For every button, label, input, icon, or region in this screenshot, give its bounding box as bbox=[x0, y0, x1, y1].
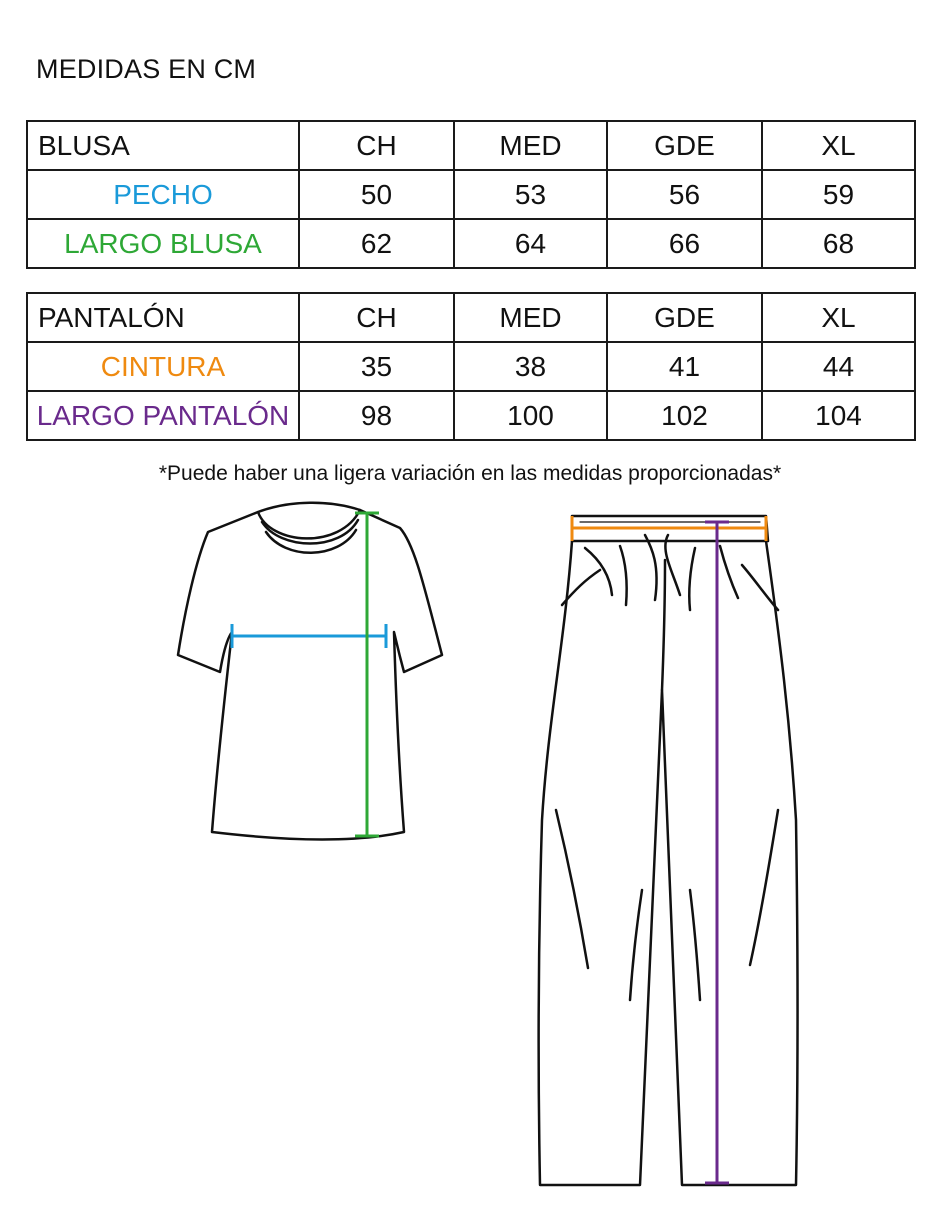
measurement-disclaimer: *Puede haber una ligera variación en las medidas proporcionadas* bbox=[158, 462, 782, 485]
table-title: PANTALÓN bbox=[27, 293, 299, 342]
size-header: MED bbox=[454, 293, 607, 342]
page-title: MEDIDAS EN CM bbox=[36, 54, 257, 84]
table-cell: 50 bbox=[299, 170, 454, 219]
size-header: CH bbox=[299, 121, 454, 170]
table-cell: 53 bbox=[454, 170, 607, 219]
measure-label-cintura: CINTURA bbox=[27, 342, 299, 391]
table-cell: 62 bbox=[299, 219, 454, 268]
t-shirt-icon bbox=[178, 503, 442, 840]
table-cell: 38 bbox=[454, 342, 607, 391]
measure-label-largo-blusa: LARGO BLUSA bbox=[27, 219, 299, 268]
table-cell: 44 bbox=[762, 342, 915, 391]
table-cell: 68 bbox=[762, 219, 915, 268]
table-cell: 35 bbox=[299, 342, 454, 391]
table-title: BLUSA bbox=[27, 121, 299, 170]
table-cell: 64 bbox=[454, 219, 607, 268]
size-header: MED bbox=[454, 121, 607, 170]
table-cell: 100 bbox=[454, 391, 607, 440]
size-header: GDE bbox=[607, 293, 762, 342]
pants-icon bbox=[539, 516, 798, 1185]
waist-measure-line bbox=[572, 516, 766, 541]
table-cell: 98 bbox=[299, 391, 454, 440]
size-header: GDE bbox=[607, 121, 762, 170]
size-header: XL bbox=[762, 121, 915, 170]
table-cell: 102 bbox=[607, 391, 762, 440]
size-header: CH bbox=[299, 293, 454, 342]
pants-length-measure-line bbox=[705, 522, 729, 1183]
measure-label-pecho: PECHO bbox=[27, 170, 299, 219]
size-header: XL bbox=[762, 293, 915, 342]
measure-label-largo-pantalon: LARGO PANTALÓN bbox=[27, 391, 299, 440]
table-cell: 59 bbox=[762, 170, 915, 219]
table-cell: 41 bbox=[607, 342, 762, 391]
table-cell: 56 bbox=[607, 170, 762, 219]
table-cell: 66 bbox=[607, 219, 762, 268]
table-cell: 104 bbox=[762, 391, 915, 440]
shirt-length-measure-line bbox=[355, 513, 379, 836]
chest-measure-line bbox=[232, 624, 386, 648]
